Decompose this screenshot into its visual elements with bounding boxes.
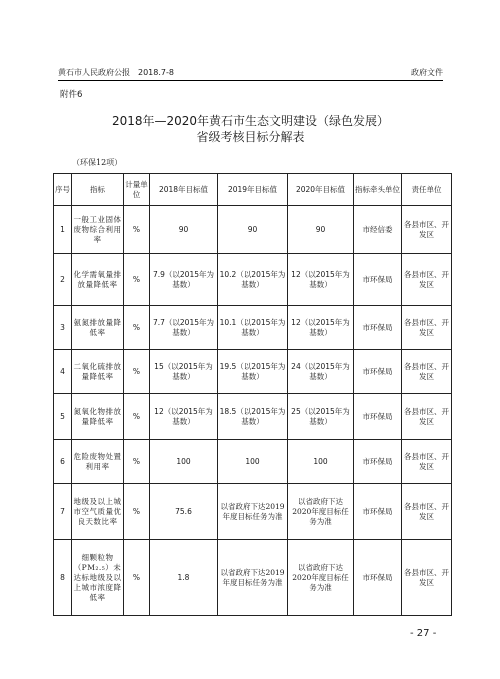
cell-lead: 市环保局 [354,394,402,440]
cell-2019: 以省政府下达2019年度目标任务为准 [218,540,288,616]
cell-no: 7 [54,484,72,540]
cell-lead: 市环保局 [354,254,402,306]
cell-no: 6 [54,440,72,484]
cell-indicator: 细颗粒物（PM₂.₅）未达标地级及以上城市浓度降低率 [72,540,124,616]
cell-no: 5 [54,394,72,440]
cell-2019: 100 [218,440,288,484]
cell-2020: 90 [288,206,354,254]
cell-resp: 各县市区、开发区 [402,306,452,350]
cell-resp: 各县市区、开发区 [402,254,452,306]
cell-indicator: 地级及以上城市空气质量优良天数比率 [72,484,124,540]
table-row [54,394,452,440]
cell-resp: 各县市区、开发区 [402,394,452,440]
cell-unit: % [124,254,150,306]
cell-2018: 7.9（以2015年为基数） [150,254,218,306]
cell-no: 2 [54,254,72,306]
cell-no: 3 [54,306,72,350]
cell-2018: 12（以2015年为基数） [150,394,218,440]
cell-indicator: 一般工业固体废物综合利用率 [72,206,124,254]
cell-2020: 24（以2015年为基数） [288,350,354,394]
cell-2018: 90 [150,206,218,254]
cell-unit: % [124,394,150,440]
cell-2020: 以省政府下达2020年度目标任务为准 [288,540,354,616]
cell-2019: 10.1（以2015年为基数） [218,306,288,350]
cell-2019: 90 [218,206,288,254]
header-resp: 责任单位 [402,174,452,206]
cell-lead: 市环保局 [354,306,402,350]
cell-2018: 1.8 [150,540,218,616]
cell-unit: % [124,540,150,616]
attachment-label: 附件6 [60,90,83,100]
header-2018: 2018年目标值 [150,174,218,206]
table-row [54,306,452,350]
document-title [58,113,443,145]
table-subtitle: （环保12项） [72,158,123,167]
header-publication: 黄石市人民政府公报 2018.7-8 [58,68,174,77]
header-indicator: 指标 [72,174,124,206]
cell-resp: 各县市区、开发区 [402,484,452,540]
cell-indicator: 氨氮排放量降低率 [72,306,124,350]
header-lead: 指标牵头单位 [354,174,402,206]
table-row [54,350,452,394]
cell-no: 4 [54,350,72,394]
cell-unit: % [124,306,150,350]
header-2020: 2020年目标值 [288,174,354,206]
cell-resp: 各县市区、开发区 [402,540,452,616]
header-unit: 计量单位 [124,174,150,206]
cell-unit: % [124,440,150,484]
cell-2018: 15（以2015年为基数） [150,350,218,394]
cell-no: 8 [54,540,72,616]
cell-resp: 各县市区、开发区 [402,350,452,394]
cell-2020: 100 [288,440,354,484]
cell-indicator: 化学需氧量排放量降低率 [72,254,124,306]
cell-2019: 10.2（以2015年为基数） [218,254,288,306]
page-header [58,66,443,81]
table-row [54,254,452,306]
title-line-2: 省级考核目标分解表 [196,130,305,144]
cell-unit: % [124,206,150,254]
cell-unit: % [124,484,150,540]
cell-resp: 各县市区、开发区 [402,440,452,484]
header-no: 序号 [54,174,72,206]
cell-2019: 19.5（以2015年为基数） [218,350,288,394]
table-row [54,540,452,616]
table-header-row [54,174,452,206]
cell-2019: 以省政府下达2019年度目标任务为准 [218,484,288,540]
title-line-1: 2018年—2020年黄石市生态文明建设（绿色发展） [111,114,390,128]
cell-lead: 市环保局 [354,440,402,484]
cell-resp: 各县市区、开发区 [402,206,452,254]
table-row [54,440,452,484]
cell-lead: 市经信委 [354,206,402,254]
cell-2020: 12（以2015年为基数） [288,306,354,350]
cell-indicator: 危险废物处置利用率 [72,440,124,484]
cell-2018: 75.6 [150,484,218,540]
cell-indicator: 二氧化硫排放量降低率 [72,350,124,394]
cell-2020: 25（以2015年为基数） [288,394,354,440]
cell-lead: 市环保局 [354,540,402,616]
cell-no: 1 [54,206,72,254]
table-row [54,484,452,540]
page-number: - 27 - [410,628,437,639]
cell-2020: 以省政府下达2020年度目标任务为准 [288,484,354,540]
cell-lead: 市环保局 [354,484,402,540]
cell-2018: 7.7（以2015年为基数） [150,306,218,350]
cell-unit: % [124,350,150,394]
cell-2019: 18.5（以2015年为基数） [218,394,288,440]
targets-table [53,173,452,616]
cell-2018: 100 [150,440,218,484]
header-section: 政府文件 [411,68,443,77]
cell-indicator: 氮氧化物排放量降低率 [72,394,124,440]
header-2019: 2019年目标值 [218,174,288,206]
cell-lead: 市环保局 [354,350,402,394]
cell-2020: 12（以2015年为基数） [288,254,354,306]
table-row [54,206,452,254]
